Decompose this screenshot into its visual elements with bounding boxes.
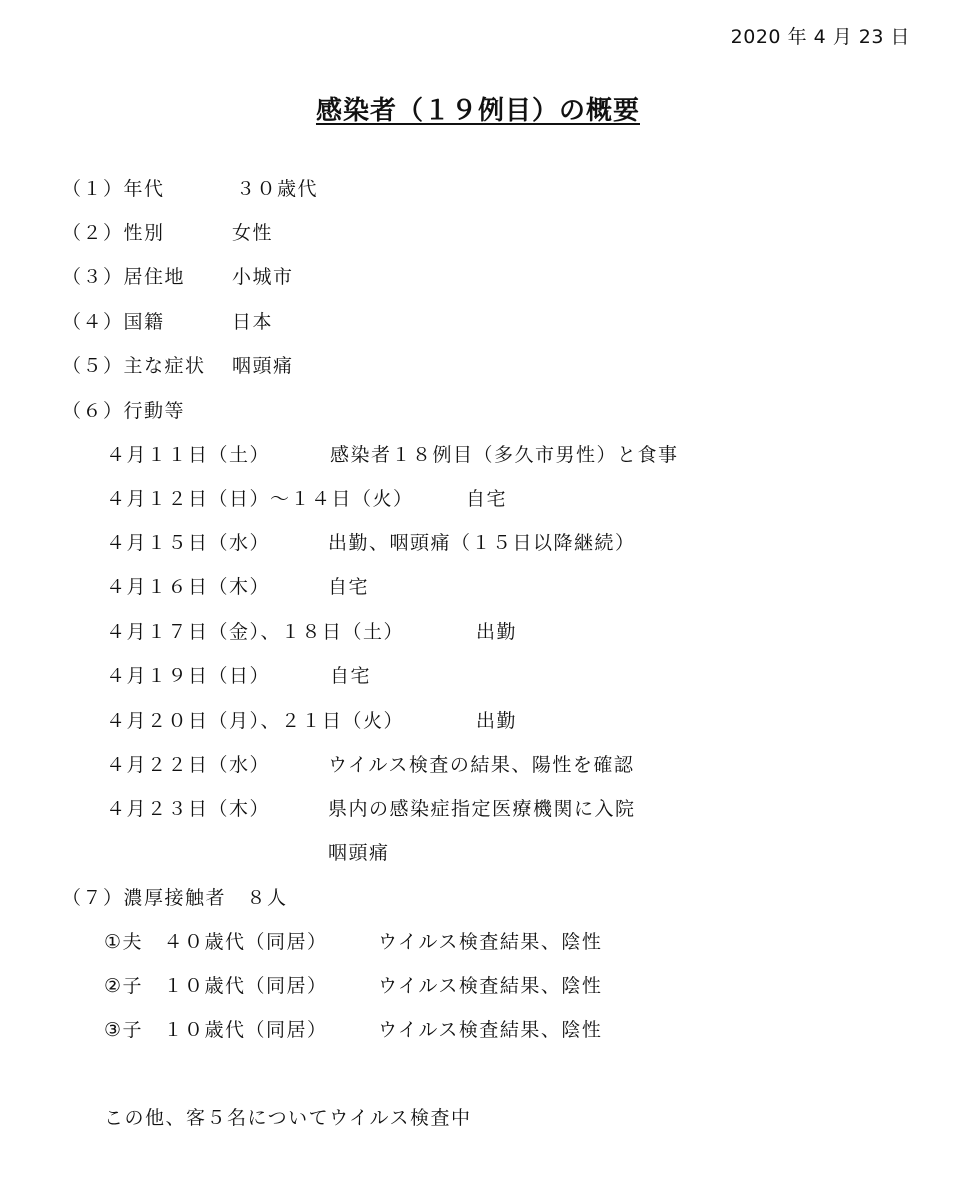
contact-result: ウイルス検査結果、陰性 [378, 931, 603, 953]
item-label-nationality: （４）国籍 [62, 311, 165, 333]
timeline-date: ４月１７日（金）、１８日（土） [106, 621, 405, 643]
item-value-residence: 小城市 [232, 266, 294, 288]
item-label-age: （１）年代 [62, 178, 165, 200]
item-label-gender: （２）性別 [62, 222, 165, 244]
timeline-date: ４月１５日（水） [106, 532, 271, 554]
contact-result: ウイルス検査結果、陰性 [378, 1019, 603, 1041]
timeline-desc: ウイルス検査の結果、陽性を確認 [328, 754, 635, 776]
timeline-date: ４月１６日（木） [106, 576, 271, 598]
contact-label: ③子 １０歳代（同居） [104, 1019, 328, 1041]
item-value-symptoms: 咽頭痛 [232, 355, 294, 377]
timeline-date: ４月１２日（日）～１４日（火） [106, 488, 414, 510]
item-label-residence: （３）居住地 [62, 266, 186, 288]
timeline-desc: 県内の感染症指定医療機関に入院 [328, 798, 636, 820]
contact-label: ②子 １０歳代（同居） [104, 975, 328, 997]
contact-result: ウイルス検査結果、陰性 [378, 975, 603, 997]
timeline-desc: 咽頭痛 [328, 842, 390, 864]
timeline-desc: 感染者１８例目（多久市男性）と食事 [330, 444, 679, 466]
contacts-heading: （７）濃厚接触者 ８人 [62, 887, 288, 909]
item-label-activities: （６）行動等 [62, 400, 186, 422]
document-title: 感染者（１９例目）の概要 [315, 96, 640, 126]
timeline-date: ４月２２日（水） [106, 754, 271, 776]
item-value-nationality: 日本 [232, 311, 274, 333]
timeline-desc: 出勤 [476, 621, 518, 643]
footer-note: この他、客５名についてウイルス検査中 [104, 1107, 472, 1129]
contact-label: ①夫 ４０歳代（同居） [104, 931, 328, 953]
timeline-desc: 自宅 [328, 576, 370, 598]
item-value-gender: 女性 [232, 222, 274, 244]
timeline-desc: 出勤、咽頭痛（１５日以降継続） [328, 532, 636, 554]
item-value-age: ３０歳代 [236, 178, 319, 200]
report-date: 2020 年 4 月 23 日 [730, 26, 910, 48]
timeline-desc: 自宅 [466, 488, 508, 510]
timeline-date: ４月１１日（土） [106, 444, 271, 466]
timeline-date: ４月２３日（木） [106, 798, 271, 820]
item-label-symptoms: （５）主な症状 [62, 355, 206, 377]
timeline-date: ４月２０日（月）、２１日（火） [106, 710, 405, 732]
timeline-desc: 出勤 [476, 710, 518, 732]
timeline-date: ４月１９日（日） [106, 665, 271, 687]
timeline-desc: 自宅 [330, 665, 372, 687]
